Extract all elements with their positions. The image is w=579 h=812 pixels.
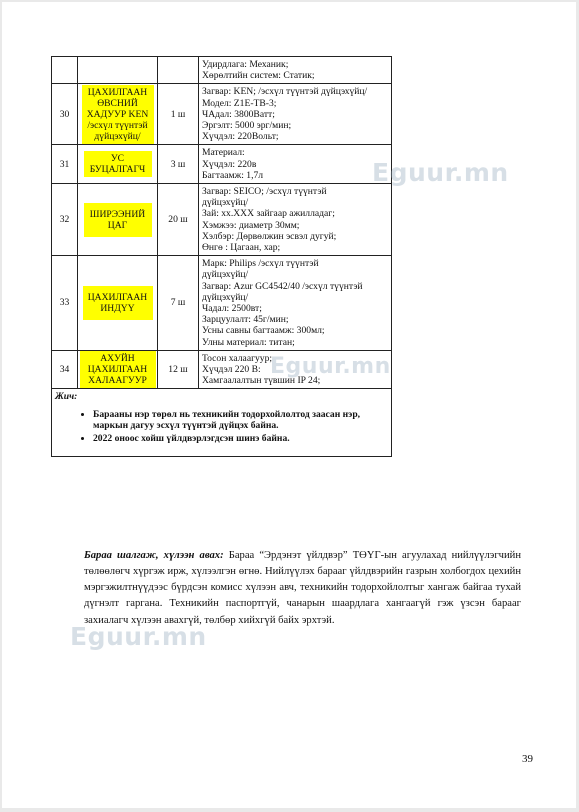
spec-line: Чадал: 2500вт; xyxy=(202,303,262,315)
spec-line: Хэлбэр: Дөрвөлжин эсвэл дугуй; xyxy=(202,230,337,242)
spec-line: дүйцэхүйц/ xyxy=(202,197,249,209)
item-quantity: 7 ш xyxy=(158,256,199,351)
item-specs xyxy=(199,145,392,184)
note-list-row xyxy=(52,405,392,457)
spec-line: Хамгаалалтын түвшин IP 24; xyxy=(202,375,321,387)
item-name-cell xyxy=(78,184,158,256)
note-list xyxy=(55,409,388,445)
spec-line: Марк: Philips /эсхүл түүнтэй xyxy=(202,258,319,270)
row-number: 33 xyxy=(52,256,78,351)
spec-line: Материал: xyxy=(202,147,245,159)
item-name: ШИРЭЭНИЙ ЦАГ xyxy=(84,203,152,237)
item-quantity: 3 ш xyxy=(158,145,199,184)
spec-line: дүйцэхүйц/ xyxy=(202,269,249,281)
note-list-cell xyxy=(52,405,392,457)
watermark-logo: Eguur.mn xyxy=(372,158,509,187)
item-quantity: 1 ш xyxy=(158,84,199,145)
acceptance-paragraph xyxy=(84,548,521,629)
table-row xyxy=(52,84,392,145)
note-item: • 2022 оноос хойш үйлдвэрлэгдсэн шинэ байна. xyxy=(93,433,388,444)
spec-line: Зарцуулалт: 45г/мин; xyxy=(202,314,289,326)
spec-line: Эргэлт: 5000 эрг/мин; xyxy=(202,120,292,132)
document-page xyxy=(2,2,576,808)
paragraph-text: Бараа “Эрдэнэт үйлдвэр” ТӨҮГ-ын агуулахад нийлүүлэгчийн төлөөлөгч хүргэж ирж, хүлээлгэн өгнө. Нийлүүлэх барааг үйлдвэрийн газрын холбогдох цехийн мэргэжилтнүүдээс бүрдсэн комисс хүлээн авч, техникийн тодорхойлолтыг хангаж байгаа тухай дүгнэлт гаргана. Техникийн паспортгүй, чанарын шаардлага хангаагүй гэж үзсэн барааг захиалагч хүлээн авахгүй, төлбөр хийхгүй байх эрхтэй. xyxy=(84,549,521,626)
table-row xyxy=(52,256,392,351)
item-specs xyxy=(199,184,392,256)
spec-line: Тосон халаагуур; xyxy=(202,352,273,364)
spec-line: Хөрөлтийн систем: Статик; xyxy=(202,70,315,82)
spec-line: Загвар: Azur GC4542/40 /эсхүл түүнтэй xyxy=(202,280,363,292)
item-specs xyxy=(199,256,392,351)
item-quantity: 20 ш xyxy=(158,184,199,256)
table-row xyxy=(52,145,392,184)
note-row xyxy=(52,389,392,405)
spec-line: Багтаамж: 1,7л xyxy=(202,169,264,181)
spec-line: Усны савны багтаамж: 300мл; xyxy=(202,325,325,337)
spec-line: Загвар: KEN; /эсхүл түүнтэй дүйцэхүйц/ xyxy=(202,86,368,98)
spec-line: Хүчдэл 220 В: xyxy=(202,364,261,376)
item-quantity xyxy=(158,57,199,84)
row-number: 30 xyxy=(52,84,78,145)
spec-line: Удирдлага: Механик; xyxy=(202,59,289,70)
row-number: 31 xyxy=(52,145,78,184)
note-item: • Барааны нэр төрөл нь техникийн тодорхойлолтод заасан нэр, маркын дагуу эсхүл түүнтэй дүйцэх байна. xyxy=(93,409,388,431)
spec-line: Хүчдэл: 220в xyxy=(202,158,257,170)
item-name: ЦАХИЛГААН ИНДҮҮ xyxy=(83,286,153,320)
item-specs xyxy=(199,84,392,145)
spec-line: Модел: Z1E-TB-3; xyxy=(202,97,277,109)
item-name: УС БУЦАЛГАГЧ xyxy=(84,151,152,177)
item-quantity: 12 ш xyxy=(158,350,199,389)
spec-line: Хэмжээ: диаметр 30мм; xyxy=(202,219,300,231)
item-name: АХУЙН ЦАХИЛГААН ХАЛААГУУР xyxy=(80,351,156,388)
paragraph-lead: Бараа шалгаж, хүлээн авах: xyxy=(84,549,224,561)
spec-line: Загвар: SEICO; /эсхүл түүнтэй xyxy=(202,186,327,198)
note-label: Жич: xyxy=(52,389,392,405)
item-name-cell xyxy=(78,350,158,389)
item-specs xyxy=(199,57,392,84)
spec-line: Өнгө : Цагаан, хар; xyxy=(202,242,281,254)
equipment-spec-table xyxy=(51,56,392,457)
watermark-logo: Eguur.mn xyxy=(70,622,207,651)
page-number: 39 xyxy=(522,753,533,765)
table-row xyxy=(52,184,392,256)
item-name: ЦАХИЛГААН ӨВСНИЙ ХАДУУР KEN /эсхүл түүнтэй дүйцэхүйц/ xyxy=(82,85,154,144)
row-number: 32 xyxy=(52,184,78,256)
spec-line: ЧАдал: 3800Ватт; xyxy=(202,108,275,120)
table-row xyxy=(52,57,392,84)
spec-line: Хүчдэл: 220Вольт; xyxy=(202,131,279,143)
item-name-cell xyxy=(78,256,158,351)
row-number: 34 xyxy=(52,350,78,389)
watermark-logo: Eguur.mn xyxy=(270,354,391,379)
spec-line: Улны материал: титан; xyxy=(202,336,295,348)
row-number xyxy=(52,57,78,84)
item-name-cell xyxy=(78,57,158,84)
item-name-cell xyxy=(78,145,158,184)
spec-line: дүйцэхүйц/ xyxy=(202,291,249,303)
item-name-cell xyxy=(78,84,158,145)
spec-line: Зай: хх.ХХХ зайгаар ажилладаг; xyxy=(202,208,335,220)
